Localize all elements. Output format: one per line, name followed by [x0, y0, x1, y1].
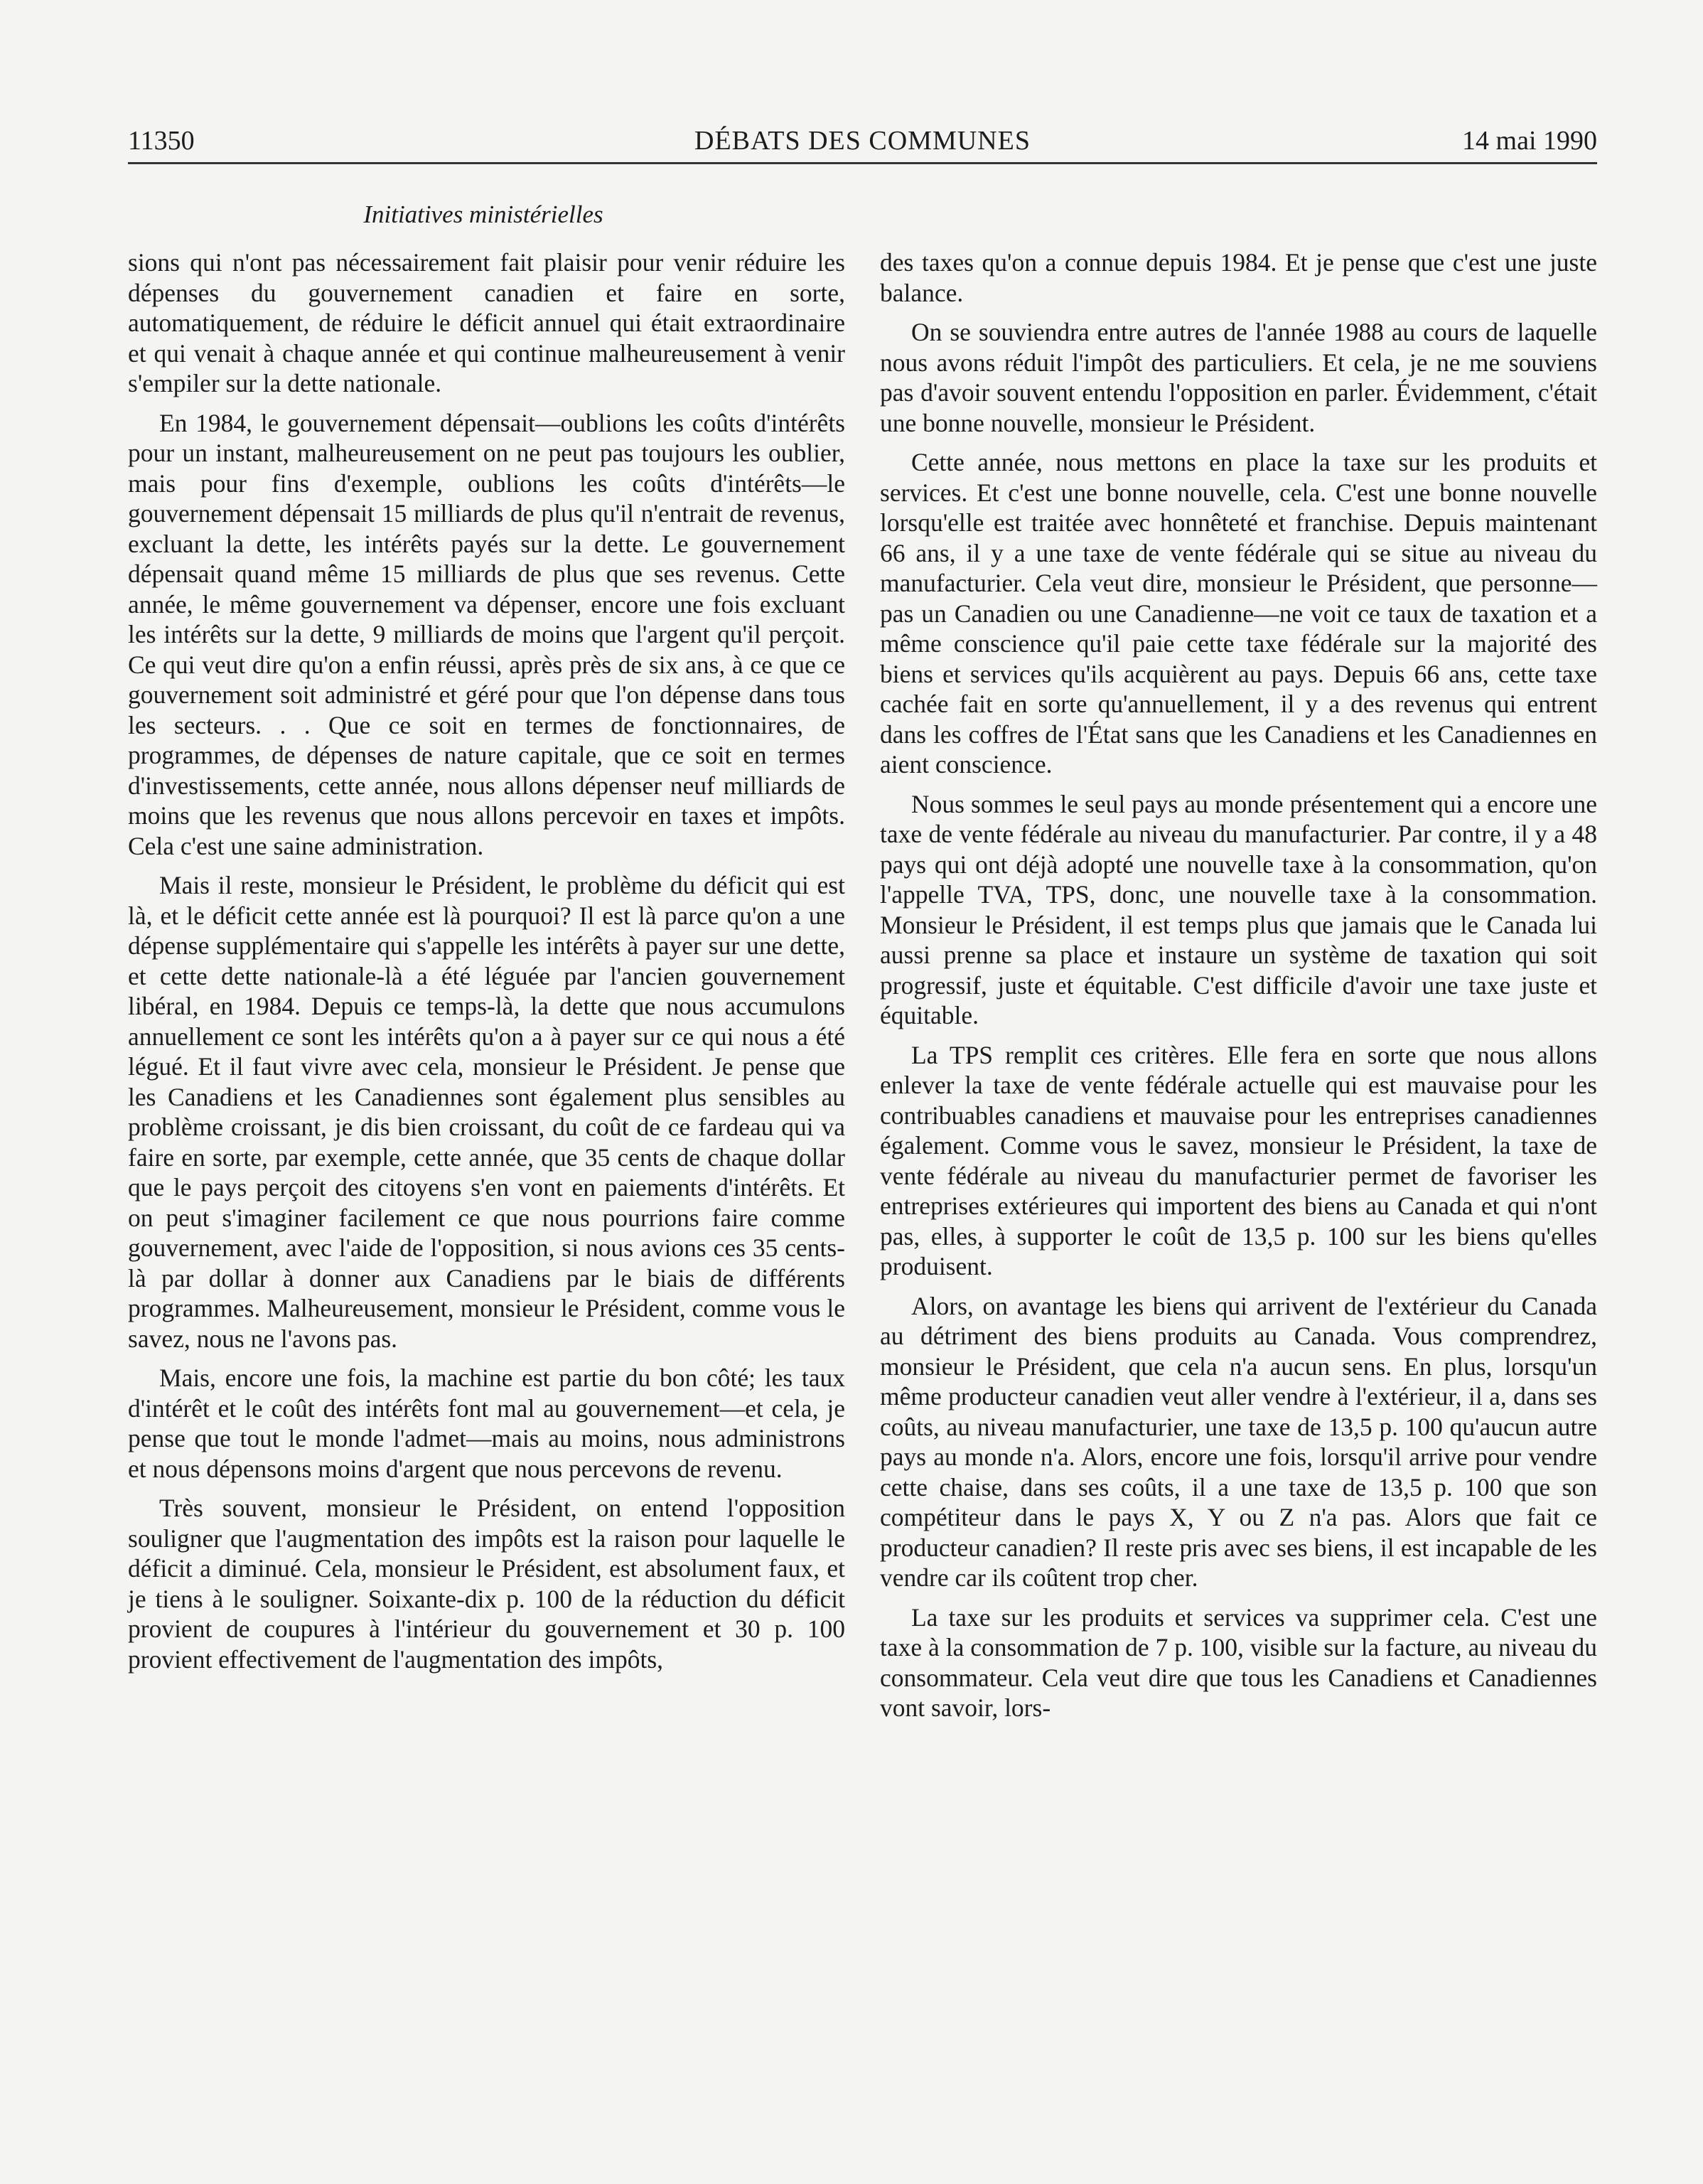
- paragraph: Cette année, nous mettons en place la taxe sur les produits et services. Et c'est une bonne nouvelle, cela. C'est une bonne nouvelle lorsqu'elle est traitée avec honnêteté et franchise. Depuis maintenant 66 ans, il y a une taxe de vente fédérale qui se situe au niveau du manufacturier. Cela veut dire, monsieur le Président, que personne—pas un Canadien ou une Canadienne—ne voit ce taux de taxation et a même conscience qu'il paie cette taxe fédérale sur la majorité des biens et services qu'ils acquièrent au pays. Depuis 66 ans, cette taxe cachée fait en sorte qu'annuellement, il y a des revenus qui entrent dans les coffres de l'État sans que les Canadiens et les Canadiennes en aient conscience.: [880, 448, 1597, 778]
- paragraph: sions qui n'ont pas nécessairement fait plaisir pour venir réduire les dépenses du gouvernement canadien et faire en sorte, automatiquement, de réduire le déficit annuel qui était extraordinaire et qui venait à chaque année et qui continue malheureusement à venir s'empiler sur la dette nationale.: [128, 248, 845, 397]
- section-title: Initiatives ministérielles: [363, 200, 603, 228]
- paragraph: Nous sommes le seul pays au monde présentement qui a encore une taxe de vente fédérale au niveau du manufacturier. Par contre, il y a 48 pays qui ont déjà adopté une nouvelle taxe à la consommation, qu'on l'appelle TVA, TPS, donc, une nouvelle taxe à la consommation. Monsieur le Président, il est temps plus que jamais que le Canada lui aussi prenne sa place et instaure un système de taxation qui soit progressif, juste et équitable. C'est difficile d'avoir une taxe juste et équitable.: [880, 789, 1597, 1029]
- paragraph: En 1984, le gouvernement dépensait—oublions les coûts d'intérêts pour un instant, malheureusement on ne peut pas toujours les oublier, mais pour fins d'exemple, oublions les coûts d'intérêts—le gouvernement dépensait 15 milliards de plus qu'il n'entrait de revenus, excluant la dette, les intérêts payés sur la dette. Le gouvernement dépensait quand même 15 milliards de plus que ses revenus. Cette année, le même gouvernement va dépenser, encore une fois excluant les intérêts sur la dette, 9 milliards de moins que l'argent qu'il perçoit. Ce qui veut dire qu'on a enfin réussi, après près de six ans, à ce que ce gouvernement soit administré et géré pour que l'on dépense dans tous les secteurs. . . Que ce soit en termes de fonctionnaires, de programmes, de dépenses de nature capitale, que ce soit en termes d'investissements, cette année, nous allons dépenser neuf milliards de moins que les revenus que nous allons percevoir en taxes et impôts. Cela c'est une saine administration.: [128, 408, 845, 860]
- paragraph: des taxes qu'on a connue depuis 1984. Et je pense que c'est une juste balance.: [880, 248, 1597, 307]
- page-number: 11350: [128, 126, 195, 156]
- paragraph: La taxe sur les produits et services va supprimer cela. C'est une taxe à la consommation de 7 p. 100, visible sur la facture, au niveau du consommateur. Cela veut dire que tous les Canadiens et Canadiennes vont savoir, lors-: [880, 1602, 1597, 1722]
- right-column: [880, 247, 1597, 1733]
- paragraph: Très souvent, monsieur le Président, on entend l'opposition souligner que l'augmentation des impôts est la raison pour laquelle le déficit a diminué. Cela, monsieur le Président, est absolument faux, et je tiens à le souligner. Soixante-dix p. 100 de la réduction du déficit provient de coupures à l'intérieur du gouvernement et 30 p. 100 provient effectivement de l'augmentation des impôts,: [128, 1494, 845, 1674]
- paragraph: On se souviendra entre autres de l'année 1988 au cours de laquelle nous avons réduit l'impôt des particuliers. Et cela, je ne me souviens pas d'avoir souvent entendu l'opposition en parler. Évidemment, c'était une bonne nouvelle, monsieur le Président.: [880, 318, 1597, 437]
- left-column: [128, 247, 845, 1684]
- paragraph: La TPS remplit ces critères. Elle fera en sorte que nous allons enlever la taxe de vente fédérale actuelle qui est mauvaise pour les contribuables canadiens et mauvaise pour les entreprises canadiennes également. Comme vous le savez, monsieur le Président, la taxe de vente fédérale au niveau du manufacturier permet de favoriser les entreprises extérieures qui importent des biens au Canada et qui n'ont pas, elles, à supporter le coût de 13,5 p. 100 sur les biens qu'elles produisent.: [880, 1040, 1597, 1280]
- paragraph: Mais il reste, monsieur le Président, le problème du déficit qui est là, et le déficit cette année est là pourquoi? Il est là parce qu'on a une dépense supplémentaire qui s'appelle les intérêts à payer sur une dette, et cette dette nationale-là a été léguée par l'ancien gouvernement libéral, en 1984. Depuis ce temps-là, la dette que nous accumulons annuellement ce sont les intérêts qu'on a à payer sur ce qui nous a été légué. Et il faut vivre avec cela, monsieur le Président. Je pense que les Canadiens et les Canadiennes sont également plus sensibles au problème croissant, je dis bien croissant, du coût de ce fardeau qui va faire en sorte, par exemple, cette année, que 35 cents de chaque dollar que le pays perçoit des citoyens s'en vont en paiements d'intérêts. Et on peut s'imaginer facilement ce que nous pourrions faire comme gouvernement, avec l'aide de l'opposition, si nous avions ces 35 cents-là par dollar à donner aux Canadiens par le biais de différents programmes. Malheureusement, monsieur le Président, comme vous le savez, nous ne l'avons pas.: [128, 871, 845, 1353]
- paragraph: Alors, on avantage les biens qui arrivent de l'extérieur du Canada au détriment des biens produits au Canada. Vous comprendrez, monsieur le Président, que cela n'a aucun sens. En plus, lorsqu'un même producteur canadien veut aller vendre à l'extérieur, il a, dans ses coûts, au niveau manufacturier, une taxe de 13,5 p. 100 qu'aucun autre pays au monde n'a. Alors, encore une fois, lorsqu'il arrive pour vendre cette chaise, dans ses coûts, il a une taxe de 13,5 p. 100 que son compétiteur dans le pays X, Y ou Z n'a pas. Alors que fait ce producteur canadien? Il reste pris avec ses biens, il est incapable de les vendre car ils coûtent trop cher.: [880, 1291, 1597, 1592]
- paragraph: Mais, encore une fois, la machine est partie du bon côté; les taux d'intérêt et le coût des intérêts font mal au gouvernement—et cela, je pense que tout le monde l'admet—mais au moins, nous administrons et nous dépensons moins d'argent que nous percevons de revenu.: [128, 1364, 845, 1483]
- page-header: [128, 119, 1597, 164]
- publication-date: 14 mai 1990: [1462, 126, 1597, 156]
- publication-title: DÉBATS DES COMMUNES: [694, 126, 1031, 156]
